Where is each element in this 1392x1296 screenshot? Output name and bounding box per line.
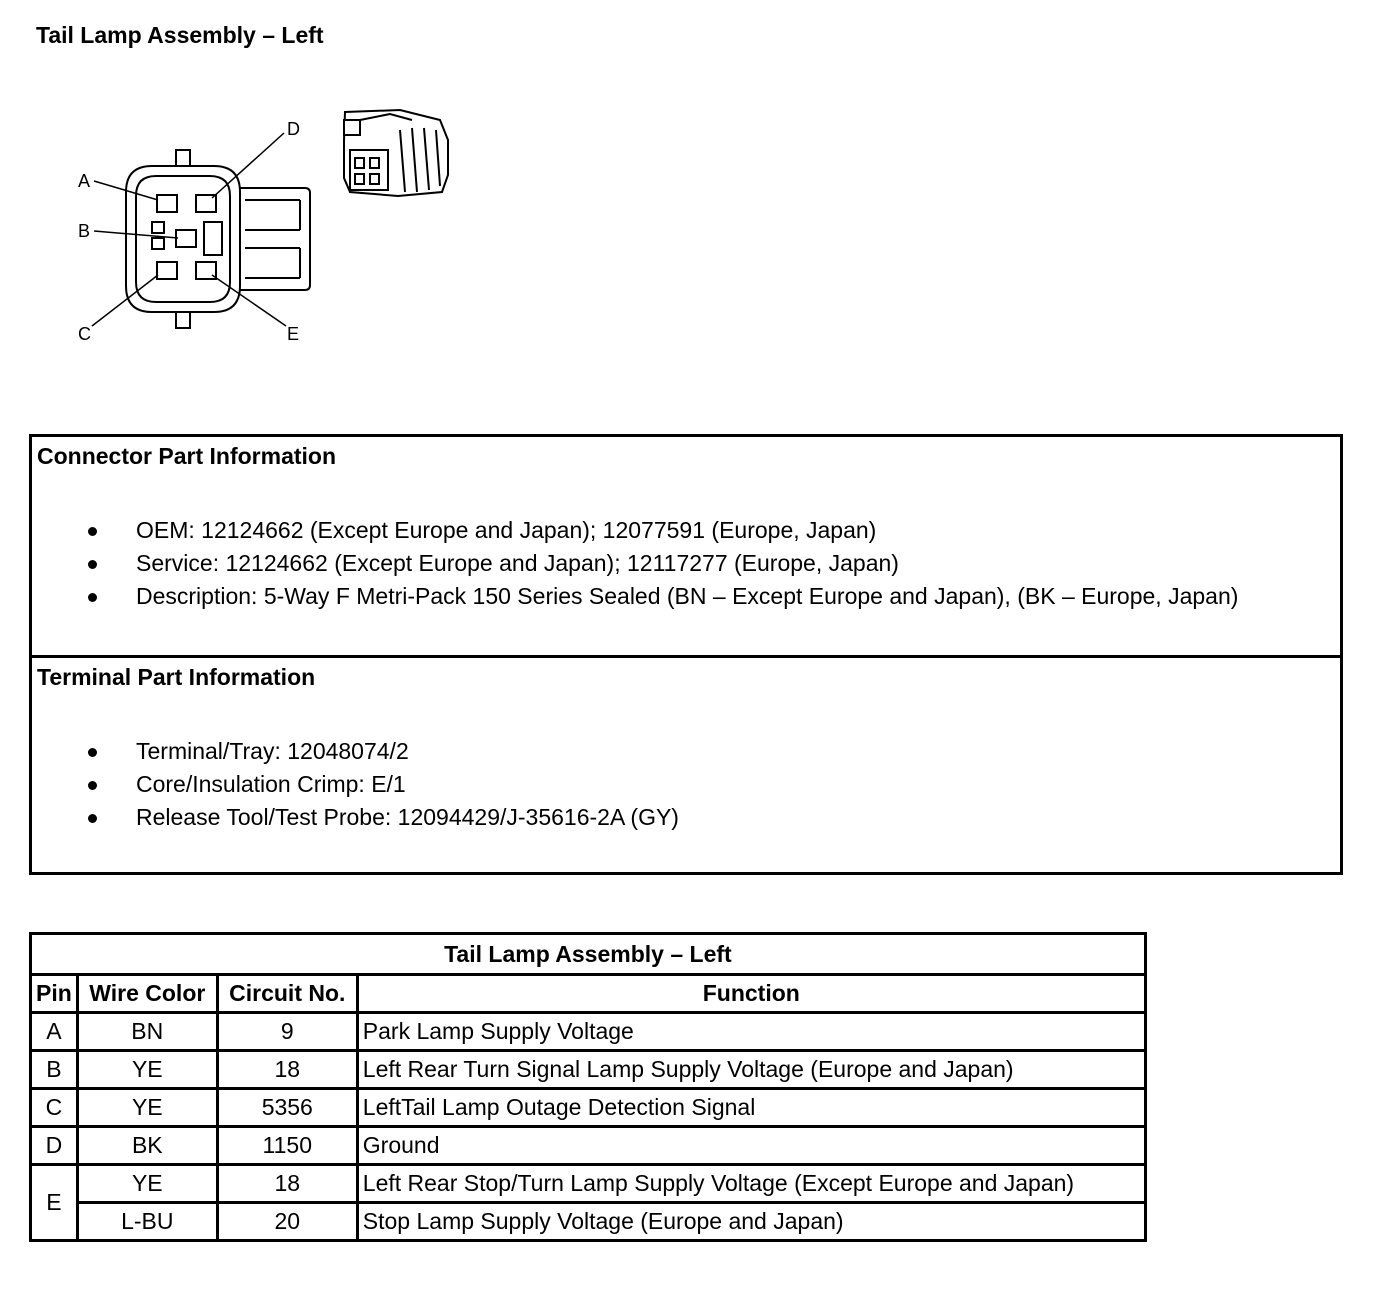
function-cell: Park Lamp Supply Voltage: [357, 1013, 1145, 1051]
table-row: [31, 1013, 1146, 1051]
list-item: OEM: 12124662 (Except Europe and Japan); 12077591 (Europe, Japan): [32, 514, 1238, 547]
circuit-cell: 9: [217, 1013, 357, 1051]
circuit-cell: 5356: [217, 1089, 357, 1127]
table-row: [31, 1165, 1146, 1203]
bullet-icon: [88, 748, 97, 757]
wire-color-cell: YE: [77, 1165, 217, 1203]
circuit-cell: 1150: [217, 1127, 357, 1165]
circuit-cell: 20: [217, 1203, 357, 1241]
table-caption: Tail Lamp Assembly – Left: [31, 934, 1146, 975]
connector-part-info-list: [32, 514, 1238, 613]
list-item: Description: 5-Way F Metri-Pack 150 Series Sealed (BN – Except Europe and Japan), (BK – Europe, Japan): [32, 580, 1238, 613]
pin-label-a: A: [78, 171, 91, 191]
part-info-box: [29, 434, 1343, 875]
terminal-part-info-list: [32, 735, 679, 834]
pin-label-d: D: [287, 119, 300, 139]
terminal-part-info-title: Terminal Part Information: [37, 664, 316, 690]
table-row: [31, 1203, 1146, 1241]
terminal-part-info-section: [32, 655, 1340, 875]
list-item: Release Tool/Test Probe: 12094429/J-35616-2A (GY): [32, 801, 679, 834]
circuit-cell: 18: [217, 1165, 357, 1203]
page-title: Tail Lamp Assembly – Left: [36, 22, 324, 48]
pin-label-b: B: [78, 221, 91, 241]
wire-color-cell: YE: [77, 1051, 217, 1089]
circuit-cell: 18: [217, 1051, 357, 1089]
pin-label-c: C: [78, 324, 91, 344]
function-cell: Stop Lamp Supply Voltage (Europe and Japan): [357, 1203, 1145, 1241]
bullet-icon: [88, 814, 97, 823]
table-row: [31, 1089, 1146, 1127]
pin-cell: A: [31, 1013, 78, 1051]
bullet-icon: [88, 593, 97, 602]
table-header-row: [31, 975, 1146, 1013]
function-cell: Ground: [357, 1127, 1145, 1165]
wire-color-cell: BK: [77, 1127, 217, 1165]
wire-color-cell: YE: [77, 1089, 217, 1127]
bullet-icon: [88, 781, 97, 790]
connector-part-info-section: [32, 437, 1340, 655]
list-item: Core/Insulation Crimp: E/1: [32, 768, 679, 801]
pin-cell: E: [31, 1165, 78, 1241]
connector-part-info-title: Connector Part Information: [37, 443, 337, 469]
function-cell: LeftTail Lamp Outage Detection Signal: [357, 1089, 1145, 1127]
pin-label-e: E: [287, 324, 300, 344]
wire-color-cell: BN: [77, 1013, 217, 1051]
bullet-icon: [88, 527, 97, 536]
table-row: [31, 1127, 1146, 1165]
pin-function-table: [29, 932, 1147, 1242]
pin-cell: B: [31, 1051, 78, 1089]
column-header-wire-color: Wire Color: [77, 975, 217, 1013]
table-row: [31, 1051, 1146, 1089]
column-header-pin: Pin: [31, 975, 78, 1013]
function-cell: Left Rear Stop/Turn Lamp Supply Voltage (Except Europe and Japan): [357, 1165, 1145, 1203]
wire-color-cell: L-BU: [77, 1203, 217, 1241]
column-header-function: Function: [357, 975, 1145, 1013]
list-item: Terminal/Tray: 12048074/2: [32, 735, 679, 768]
bullet-icon: [88, 560, 97, 569]
connector-isometric-image: [344, 110, 448, 196]
connector-face-diagram: [60, 100, 480, 360]
function-cell: Left Rear Turn Signal Lamp Supply Voltage (Europe and Japan): [357, 1051, 1145, 1089]
column-header-circuit: Circuit No.: [217, 975, 357, 1013]
list-item: Service: 12124662 (Except Europe and Japan); 12117277 (Europe, Japan): [32, 547, 1238, 580]
pin-cell: C: [31, 1089, 78, 1127]
pin-cell: D: [31, 1127, 78, 1165]
